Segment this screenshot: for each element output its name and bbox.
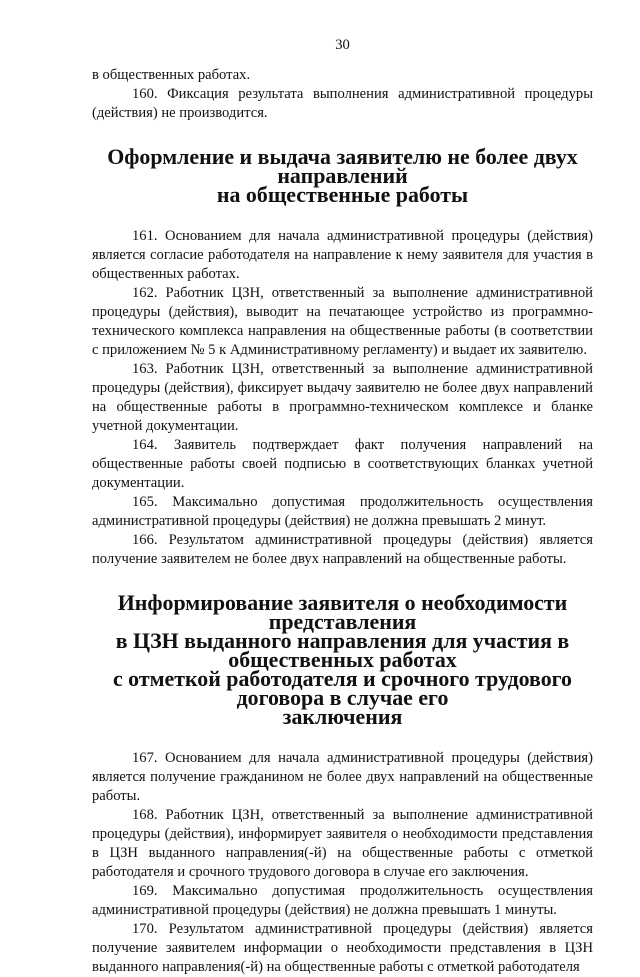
paragraph-164: 164. Заявитель подтверждает факт получения направлений на общественные работы своей подписью в соответствующих бланках учетной документации. — [92, 437, 593, 491]
paragraph-165: 165. Максимально допустимая продолжительность осуществления административной процедуры (действия) не должна превышать 2 минут. — [92, 494, 593, 529]
section-title-line: Оформление и выдача заявителю не более двух направлений — [107, 144, 578, 188]
paragraph-163: 163. Работник ЦЗН, ответственный за выполнение административной процедуры (действия), фиксирует выдачу заявителю не более двух направлений на общественные работы в программно-техническом комплексе и бланке учетной документации. — [92, 361, 593, 434]
paragraph-161: 161. Основанием для начала административной процедуры (действия) является согласие работодателя на направление к нему заявителя для участия в общественных работах. — [92, 228, 593, 282]
section-title-line: в ЦЗН выданного направления для участия в общественных работах — [115, 628, 570, 672]
paragraph-167: 167. Основанием для начала административной процедуры (действия) является получение гражданином не более двух направлений на общественные работы. — [92, 750, 593, 804]
paragraph-162: 162. Работник ЦЗН, ответственный за выполнение административной процедуры (действия), выводит на печатающее устройство из программно-технического комплекса направления на общественные работы (в соответствии с приложением № 5 к Административному регламенту) и выдает их заявителю. — [92, 285, 593, 358]
paragraph-160: 160. Фиксация результата выполнения административной процедуры (действия) не производится. — [92, 86, 593, 121]
section-title-issuing-referrals — [92, 144, 593, 207]
paragraph-170: 170. Результатом административной процедуры (действия) является получение заявителем информации о необходимости представления в ЦЗН выданного направления(-й) на общественные работы с отметкой работодателя — [92, 921, 593, 975]
section-title-line: на общественные работы — [216, 182, 469, 207]
paragraph-166: 166. Результатом административной процедуры (действия) является получение заявителем не более двух направлений на общественные работы. — [92, 532, 593, 567]
paragraph-169: 169. Максимально допустимая продолжительность осуществления административной процедуры (действия) не должна превышать 1 минуты. — [92, 883, 593, 918]
section-title-line: Информирование заявителя о необходимости представления — [117, 590, 568, 634]
section-title-line: заключения — [282, 704, 403, 729]
continued-paragraph: в общественных работах. — [92, 67, 251, 83]
spacer — [92, 726, 593, 749]
spacer — [92, 204, 593, 227]
section-title-informing-applicant — [92, 590, 593, 729]
section-title-line: с отметкой работодателя и срочного трудового договора в случае его — [112, 666, 573, 710]
page-number: 30 — [335, 37, 350, 53]
paragraph-168: 168. Работник ЦЗН, ответственный за выполнение административной процедуры (действия), информирует заявителя о необходимости представления в ЦЗН выданного направления(-й) на общественные работы с отметкой работодателя и срочного трудового договора в случае его заключения. — [92, 807, 593, 880]
